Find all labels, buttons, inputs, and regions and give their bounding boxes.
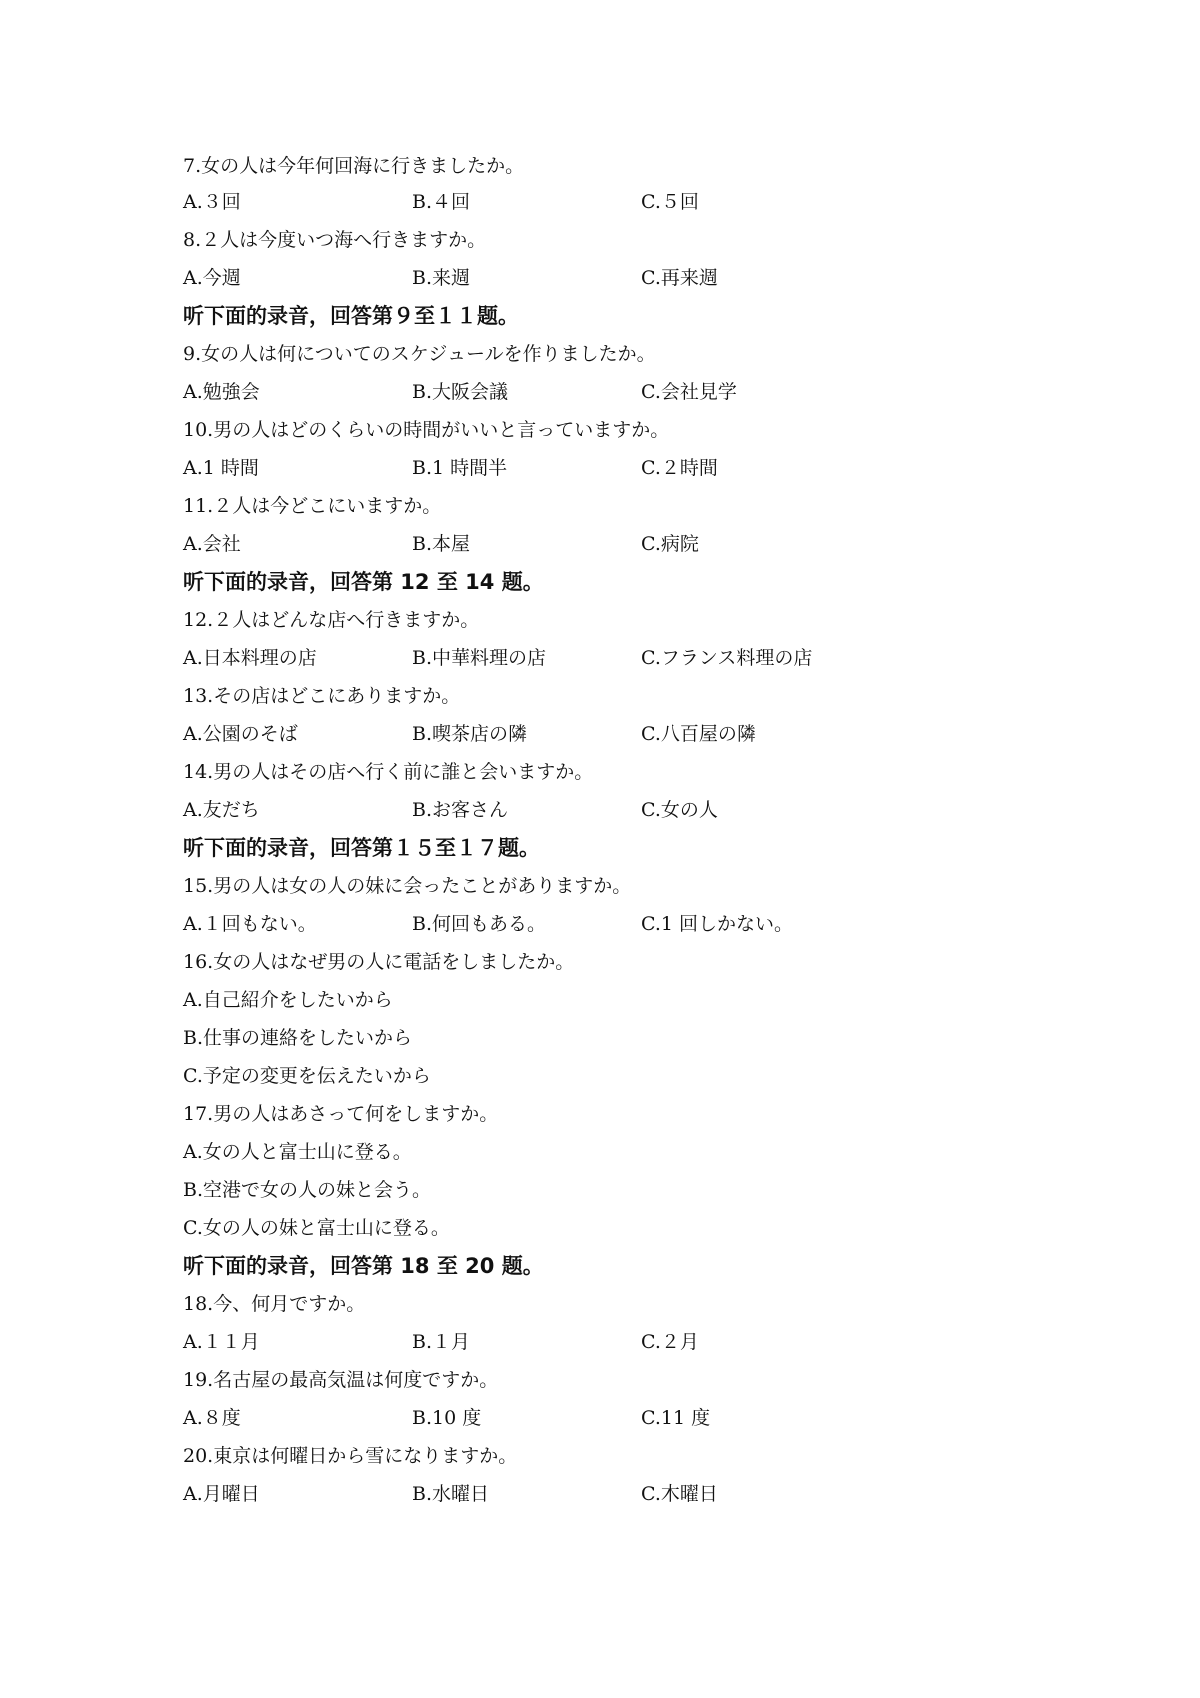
options-row-14 <box>183 798 1083 822</box>
option-16-b: B.仕事の連絡をしたいから <box>183 1027 413 1049</box>
option-b: B.本屋 <box>412 533 471 555</box>
options-row-8 <box>183 266 1083 290</box>
option-a: A.勉強会 <box>183 381 260 403</box>
options-row-18 <box>183 1330 1083 1354</box>
question-7: 7.女の人は今年何回海に行きましたか。 <box>183 155 525 177</box>
question-10: 10.男の人はどのくらいの時間がいいと言っていますか。 <box>183 419 670 441</box>
option-17-a: A.女の人と富士山に登る。 <box>183 1141 412 1163</box>
option-16-c: C.予定の変更を伝えたいから <box>183 1065 431 1087</box>
option-c: C.２月 <box>641 1331 699 1353</box>
option-a: A.３回 <box>183 191 241 213</box>
option-c: C.２時間 <box>641 457 718 479</box>
options-row-11 <box>183 532 1083 556</box>
option-c: C.木曜日 <box>641 1483 718 1505</box>
option-c: C.女の人 <box>641 799 718 821</box>
option-a: A.友だち <box>183 799 260 821</box>
option-c: C.フランス料理の店 <box>641 647 813 669</box>
option-c: C.再来週 <box>641 267 718 289</box>
option-a: A.公園のそば <box>183 723 298 745</box>
option-c: C.会社見学 <box>641 381 737 403</box>
option-b: B.何回もある。 <box>412 913 547 935</box>
option-b: B.水曜日 <box>412 1483 490 1505</box>
options-row-9 <box>183 380 1083 404</box>
options-row-10 <box>183 456 1083 480</box>
section-header-18-20: 听下面的录音，回答第 18 至 20 题。 <box>183 1254 544 1278</box>
option-17-c: C.女の人の妹と富士山に登る。 <box>183 1217 450 1239</box>
option-b: B.中華料理の店 <box>412 647 547 669</box>
option-b: B.来週 <box>412 267 471 289</box>
option-a: A.１回もない。 <box>183 913 317 935</box>
option-a: A.月曜日 <box>183 1483 260 1505</box>
options-row-20 <box>183 1482 1083 1506</box>
option-a: A.１１月 <box>183 1331 260 1353</box>
options-row-19 <box>183 1406 1083 1430</box>
section-header-9-11: 听下面的录音，回答第９至１１题。 <box>183 304 519 328</box>
question-13: 13.その店はどこにありますか。 <box>183 685 461 707</box>
option-a: A.日本料理の店 <box>183 647 317 669</box>
option-b: B.１月 <box>412 1331 471 1353</box>
question-16: 16.女の人はなぜ男の人に電話をしましたか。 <box>183 951 575 973</box>
option-a: A.今週 <box>183 267 241 289</box>
question-9: 9.女の人は何についてのスケジュールを作りましたか。 <box>183 343 656 365</box>
question-20: 20.東京は何曜日から雪になりますか。 <box>183 1445 518 1467</box>
option-b: B.４回 <box>412 191 471 213</box>
options-row-12 <box>183 646 1083 670</box>
options-row-7 <box>183 190 1083 214</box>
section-header-15-17: 听下面的录音，回答第１５至１７题。 <box>183 836 540 860</box>
question-15: 15.男の人は女の人の妹に会ったことがありますか。 <box>183 875 632 897</box>
option-a: A.８度 <box>183 1407 241 1429</box>
option-c: C.５回 <box>641 191 699 213</box>
question-11: 11.２人は今どこにいますか。 <box>183 495 442 517</box>
options-row-15 <box>183 912 1083 936</box>
question-19: 19.名古屋の最高気温は何度ですか。 <box>183 1369 499 1391</box>
option-b: B.お客さん <box>412 799 509 821</box>
option-c: C.病院 <box>641 533 699 555</box>
option-b: B.10 度 <box>412 1407 482 1429</box>
option-b: B.喫茶店の隣 <box>412 723 528 745</box>
options-row-13 <box>183 722 1083 746</box>
option-c: C.八百屋の隣 <box>641 723 756 745</box>
option-b: B.1 時間半 <box>412 457 508 479</box>
question-8: 8.２人は今度いつ海へ行きますか。 <box>183 229 487 251</box>
question-12: 12.２人はどんな店へ行きますか。 <box>183 609 480 631</box>
section-header-12-14: 听下面的录音，回答第 12 至 14 题。 <box>183 570 544 594</box>
question-18: 18.今、何月ですか。 <box>183 1293 366 1315</box>
option-16-a: A.自己紹介をしたいから <box>183 989 393 1011</box>
option-17-b: B.空港で女の人の妹と会う。 <box>183 1179 432 1201</box>
option-c: C.11 度 <box>641 1407 711 1429</box>
option-a: A.1 時間 <box>183 457 259 479</box>
option-c: C.1 回しかない。 <box>641 913 794 935</box>
question-14: 14.男の人はその店へ行く前に誰と会いますか。 <box>183 761 594 783</box>
question-17: 17.男の人はあさって何をしますか。 <box>183 1103 499 1125</box>
option-b: B.大阪会議 <box>412 381 509 403</box>
option-a: A.会社 <box>183 533 241 555</box>
